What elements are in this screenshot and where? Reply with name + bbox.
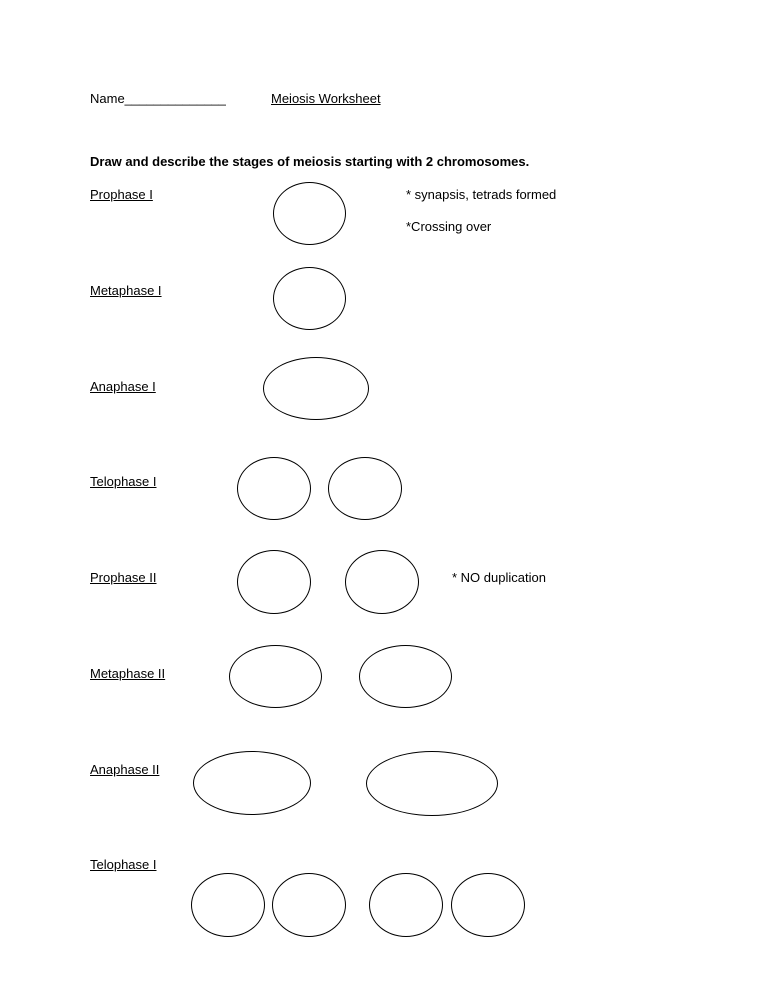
stage-label-metaphase-2: Metaphase II — [90, 666, 166, 681]
stage-label-telophase-1: Telophase I — [90, 474, 157, 489]
cell-outline — [273, 182, 346, 245]
instructions: Draw and describe the stages of meiosis starting with 2 chromosomes. — [90, 154, 530, 169]
stage-note: * synapsis, tetrads formed — [406, 187, 557, 202]
stage-label-prophase-2: Prophase II — [90, 570, 157, 585]
stage-label-metaphase-1: Metaphase I — [90, 283, 162, 298]
cell-outline — [191, 873, 265, 937]
stage-label-anaphase-1: Anaphase I — [90, 379, 156, 394]
cell-outline — [369, 873, 443, 937]
stage-label-anaphase-2: Anaphase II — [90, 762, 160, 777]
cell-outline — [359, 645, 452, 708]
cell-outline — [193, 751, 311, 815]
worksheet-title: Meiosis Worksheet — [271, 91, 381, 106]
name-field-label: Name______________ — [90, 91, 226, 106]
stage-label-prophase-1: Prophase I — [90, 187, 153, 202]
cell-outline — [366, 751, 498, 816]
cell-outline — [273, 267, 346, 330]
stage-label-telophase-final: Telophase I — [90, 857, 157, 872]
cell-outline — [237, 550, 311, 614]
cell-outline — [451, 873, 525, 937]
cell-outline — [345, 550, 419, 614]
cell-outline — [229, 645, 322, 708]
stage-note: * NO duplication — [452, 570, 546, 585]
cell-outline — [237, 457, 311, 520]
cell-outline — [263, 357, 369, 420]
cell-outline — [328, 457, 402, 520]
cell-outline — [272, 873, 346, 937]
stage-note: *Crossing over — [406, 219, 492, 234]
